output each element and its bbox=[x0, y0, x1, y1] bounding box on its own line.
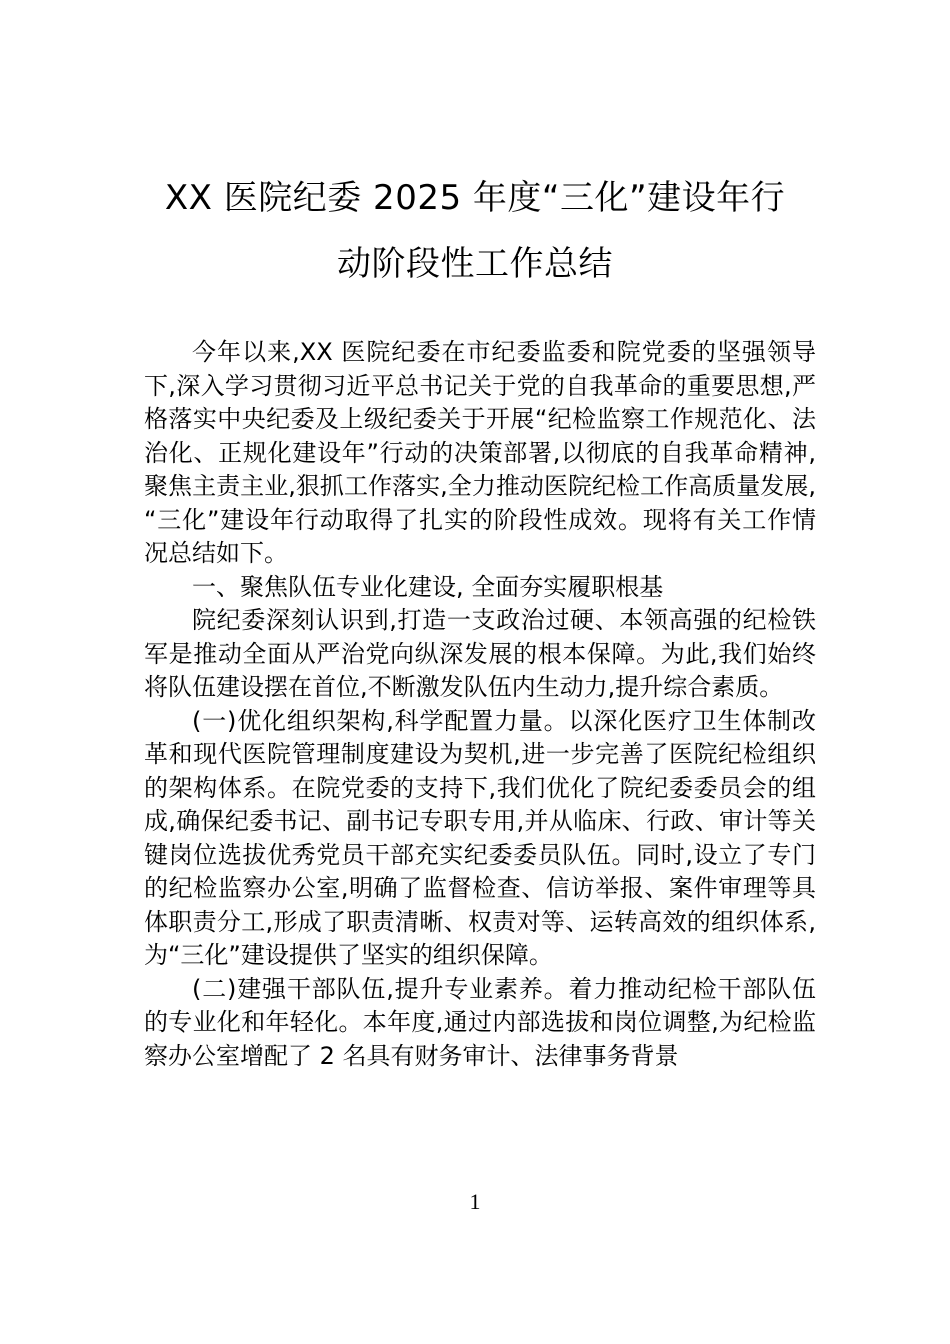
paragraph-section-1: 院纪委深刻认识到,打造一支政治过硬、本领高强的纪检铁军是推动全面从严治党向纵深发展的根本保障。为此,我们始终将队伍建设摆在首位,不断激发队伍内生动力,提升综合素质。 bbox=[144, 606, 816, 701]
document-title-line-2: 动阶段性工作总结 bbox=[337, 244, 613, 284]
paragraph-subsection-1: (一)优化组织架构,科学配置力量。以深化医疗卫生体制改革和现代医院管理制度建设为契机,进一步完善了医院纪检组织的架构体系。在院党委的支持下,我们优化了院纪委委员会的组成,确保纪委书记、副书记专职专用,并从临床、行政、审计等关键岗位选拔优秀党员干部充实纪委委员队伍。同时,设立了专门的纪检监察办公室,明确了监督检查、信访举报、案件审理等具体职责分工,形成了职责清晰、权责对等、运转高效的组织体系,为“三化”建设提供了坚实的组织保障。 bbox=[144, 706, 816, 969]
section-heading-1: 一、聚焦队伍专业化建设, 全面夯实履职根基 bbox=[192, 572, 664, 601]
paragraph-subsection-2: (二)建强干部队伍,提升专业素养。着力推动纪检干部队伍的专业化和年轻化。本年度,通过内部选拔和岗位调整,为纪检监察办公室增配了 2 名具有财务审计、法律事务背景 bbox=[144, 974, 816, 1070]
document-title-line-1: XX 医院纪委 2025 年度“三化”建设年行 bbox=[164, 178, 786, 218]
paragraph-intro: 今年以来,XX 医院纪委在市纪委监委和院党委的坚强领导下,深入学习贯彻习近平总书记关于党的自我革命的重要思想,严格落实中央纪委及上级纪委关于开展“纪检监察工作规范化、法治化、正规化建设年”行动的决策部署,以彻底的自我革命精神,聚焦主责主业,狠抓工作落实,全力推动医院纪检工作高质量发展,“三化”建设年行动取得了扎实的阶段性成效。现将有关工作情况总结如下。 bbox=[144, 338, 816, 567]
page-number: 1 bbox=[469, 1189, 481, 1214]
document-body bbox=[144, 336, 816, 1073]
